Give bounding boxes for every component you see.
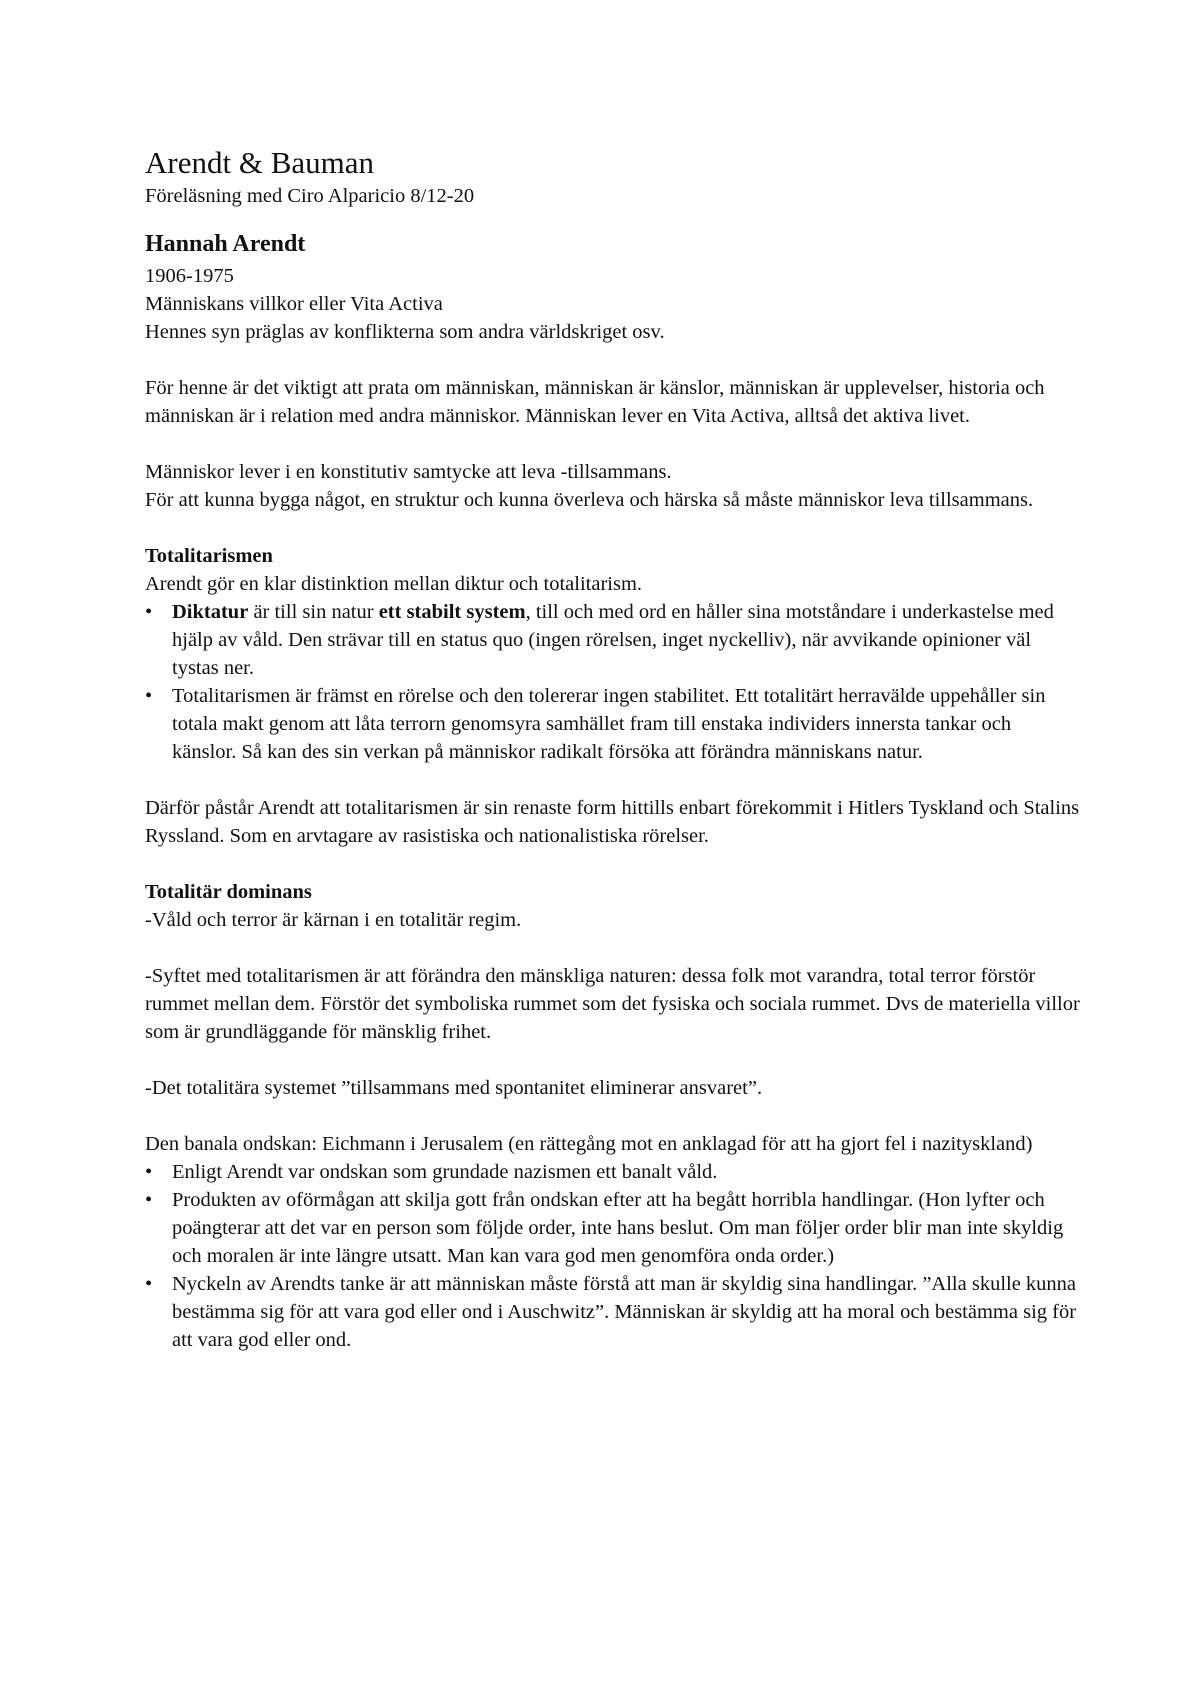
list-text: , till och med ord en håller sina motståndare i underkastelse med hjälp av våld. Den strävar till en status quo (ingen rörelsen, inget nyckelliv), när avvikande opinioner väl tystas ner. <box>172 601 1054 679</box>
dominance-paragraph-1: -Våld och terror är kärnan i en totalitär regim. <box>145 909 522 931</box>
list-item <box>145 1186 1080 1270</box>
totalitarism-conclusion: Därför påstår Arendt att totalitarismen är sin renaste form hittills enbart förekommit i Hitlers Tyskland och Stalins Ryssland. Som en arvtagare av rasistiska och nationalistiska rörelser. <box>145 797 1080 847</box>
paragraph-human: För henne är det viktigt att prata om människan, människan är känslor, människan är upplevelser, historia och människan är i relation med andra människor. Människan lever en Vita Activa, alltså det aktiva livet. <box>145 377 1045 427</box>
list-text: Nyckeln av Arendts tanke är att människan måste förstå att man är skyldig sina handlingar. ”Alla skulle kunna bestämma sig för att vara god eller ond i Auschwitz”. Människan är skyldig att ha moral och bestämma sig för att vara god eller ond. <box>172 1273 1077 1351</box>
banality-list <box>145 1158 1080 1354</box>
bullet-glyph: • <box>145 685 153 707</box>
bullet-glyph: • <box>145 1273 153 1295</box>
list-item-dictatorship <box>145 598 1080 682</box>
list-text: Produkten av oförmågan att skilja gott från ondskan efter att ha begått horribla handlingar. (Hon lyfter och poängterar att det var en person som följde order, inte hans beslut. Om man följer order blir man inte skyldig och moralen är inte längre utsatt. Man kan vara god men genomföra onda order.) <box>172 1189 1064 1267</box>
dominance-paragraph-3: -Det totalitära systemet ”tillsammans med spontanitet eliminerar ansvaret”. <box>145 1077 763 1099</box>
totalitarism-list <box>145 598 1080 766</box>
arendt-context: Hennes syn präglas av konflikterna som andra världskriget osv. <box>145 321 665 343</box>
spacer <box>145 850 1080 878</box>
document-subtitle: Föreläsning med Ciro Alparicio 8/12-20 <box>145 185 475 207</box>
term-dictatorship: Diktatur <box>172 601 249 623</box>
arendt-work: Människans villkor eller Vita Activa <box>145 293 443 315</box>
spacer <box>145 346 1080 374</box>
spacer <box>145 1102 1080 1130</box>
spacer <box>145 1046 1080 1074</box>
list-text: Totalitarismen är främst en rörelse och den tolererar ingen stabilitet. Ett totalitärt herravälde uppehåller sin totala makt genom att låta terrorn genomsyra samhället fram till enstaka individers innersta tankar och känslor. Så kan des sin verkan på människor radikalt försöka att förändra människans natur. <box>172 685 1046 763</box>
list-text: Enligt Arendt var ondskan som grundade nazismen ett banalt våld. <box>172 1161 718 1183</box>
section-heading-totalitarian-dominance: Totalitär dominans <box>145 881 312 903</box>
totalitarism-intro: Arendt gör en klar distinktion mellan diktur och totalitarism. <box>145 573 643 595</box>
spacer <box>145 430 1080 458</box>
bullet-glyph: • <box>145 1161 153 1183</box>
term-stable-system: ett stabilt system <box>378 601 526 623</box>
spacer <box>145 766 1080 794</box>
list-text: är till sin natur <box>248 601 379 623</box>
list-item <box>145 1158 1080 1186</box>
document-body <box>145 143 1080 1354</box>
paragraph-together-2: För att kunna bygga något, en struktur och kunna överleva och härska så måste människor leva tillsammans. <box>145 489 1034 511</box>
spacer <box>145 514 1080 542</box>
section-heading-totalitarism: Totalitarismen <box>145 545 273 567</box>
bullet-glyph: • <box>145 1189 153 1211</box>
list-item-totalitarism <box>145 682 1080 766</box>
list-item <box>145 1270 1080 1354</box>
bullet-glyph: • <box>145 601 153 623</box>
document-title: Arendt & Bauman <box>145 145 375 180</box>
dominance-paragraph-2: -Syftet med totalitarismen är att förändra den mänskliga naturen: dessa folk mot varandra, total terror förstör rummet mellan dem. Förstör det symboliska rummet som det fysiska och sociala rummet. Dvs de materiella villor som är grundläggande för mänsklig frihet. <box>145 965 1080 1043</box>
spacer <box>145 934 1080 962</box>
banality-intro: Den banala ondskan: Eichmann i Jerusalem (en rättegång mot en anklagad för att ha gjort fel i nazityskland) <box>145 1133 1033 1155</box>
paragraph-together-1: Människor lever i en konstitutiv samtycke att leva -tillsammans. <box>145 461 672 483</box>
arendt-years: 1906-1975 <box>145 265 234 287</box>
section-heading-hannah-arendt: Hannah Arendt <box>145 231 306 257</box>
